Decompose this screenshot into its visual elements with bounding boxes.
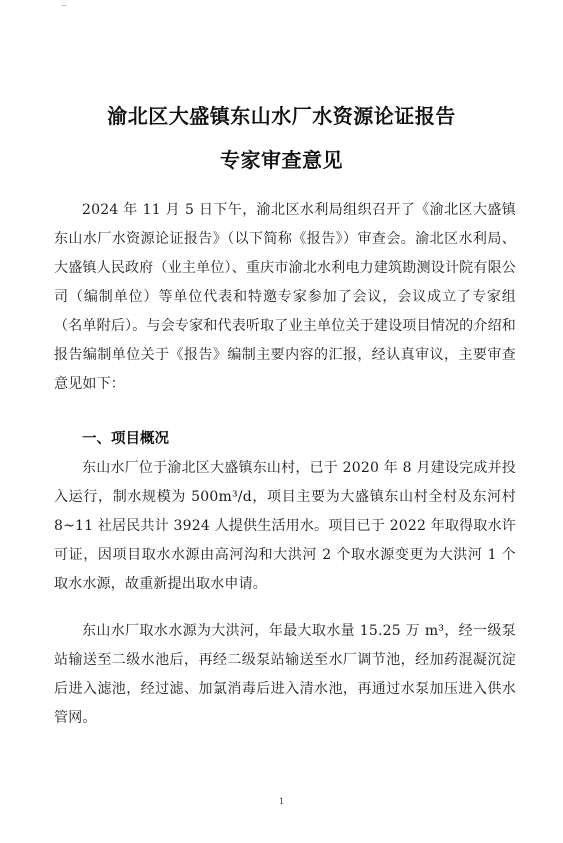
project-overview-paragraph: 东山水厂位于渝北区大盛镇东山村，已于 2020 年 8 月建设完成并投入运行，制水规模为 500m³/d，项目主要为大盛镇东山村全村及东河村 8~11 社居民共计 3924 人提供生活用水。项目已于 2022 年取得取水许可证，因项目取水水源由高河沟和大洪河 2 个取水源变更为大洪河 1 个取水水源，故重新提出取水申请。 (54, 460, 516, 592)
document-title: 渝北区大盛镇东山水厂水资源论证报告 (107, 104, 456, 128)
intro-paragraph: 2024 年 11 月 5 日下午，渝北区水利局组织召开了《渝北区大盛镇东山水厂水资源论证报告》（以下简称《报告》）审查会。渝北区水利局、大盛镇人民政府（业主单位）、重庆市渝北水利电力建筑勘测设计院有限公司（编制单位）等单位代表和特邀专家参加了会议，会议成立了专家组（名单附后）。与会专家和代表听取了业主单位关于建设项目情况的介绍和报告编制单位关于《报告》编制主要内容的汇报，经认真审议，主要审查意见如下： (54, 202, 516, 392)
water-source-paragraph: 东山水厂取水水源为大洪河，年最大取水量 15.25 万 m³，经一级泵站输送至二级水池后，再经二级泵站输送至水厂调节池，经加药混凝沉淀后进入滤池，经过滤、加氯消毒后进入清水池，再通过水泵加压进入供水管网。 (54, 623, 516, 726)
page-number: 1 (278, 797, 285, 806)
document-subtitle: 专家审查意见 (220, 148, 343, 172)
scan-mark (62, 5, 66, 6)
section-heading-project-overview: 一、项目概况 (82, 431, 169, 447)
